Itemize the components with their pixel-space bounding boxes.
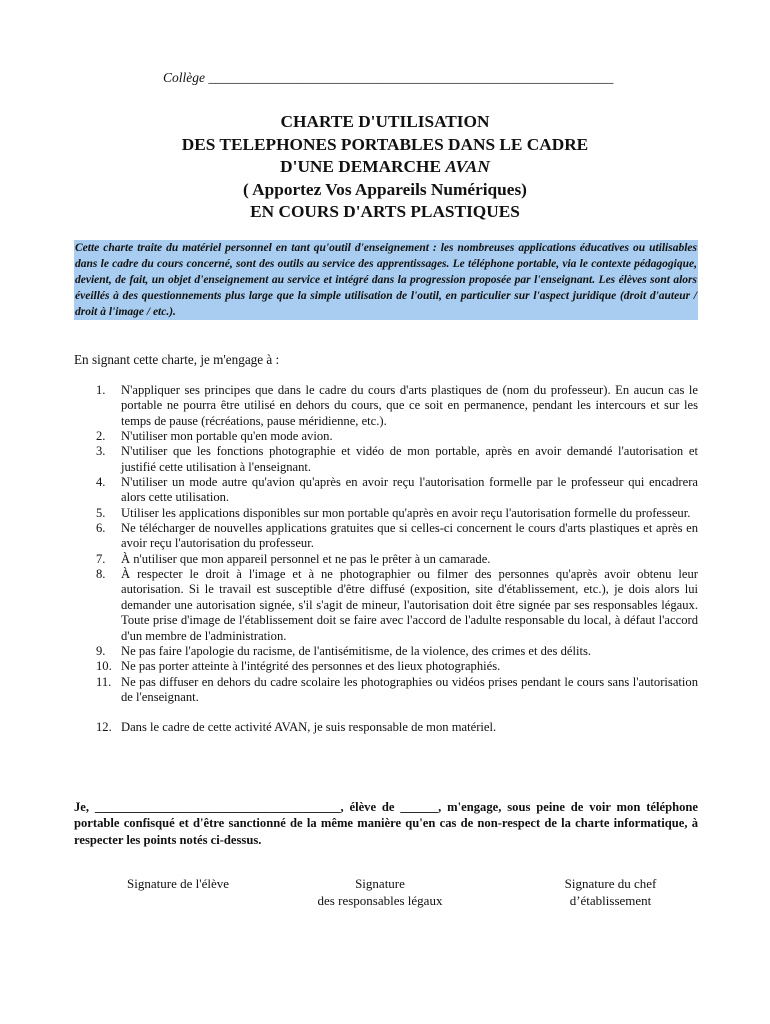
rule-text: Ne télécharger de nouvelles applications gratuites que si celles-ci concernent le cours d'arts plastiques et après en avoir reçu l'autorisation du professeur. <box>121 521 698 551</box>
rule-text: Ne pas diffuser en dehors du cadre scolaire les photographies ou vidéos prises pendant le cours sans l'autorisation de l'enseignant. <box>121 674 698 704</box>
rule-number: 3. <box>96 444 106 459</box>
rule-text: À respecter le droit à l'image et à ne photographier ou filmer des personnes qu'après avoir obtenu leur autorisation. Si le travail est susceptible d'être diffusé (exposition, site d'établissement, etc.), je dois alors lui demander une autorisation signée, s'il s'agit de mineur, l'autorisation doit être signée par ses responsables légaux. Toute prise d'image de l'établissement doit se faire avec l'accord de l'adulte responsable du local, à défaut l'accord d'un membre de l'administration. <box>121 567 698 643</box>
rule-text: N'utiliser que les fonctions photographie et vidéo de mon portable, après en avoir demandé l'autorisation et justifié cette utilisation à l'enseignant. <box>121 444 698 474</box>
document-title <box>0 111 770 224</box>
rule-text: N'utiliser mon portable qu'en mode avion. <box>121 429 333 444</box>
rule-item <box>74 567 698 644</box>
rule-text: À n'utiliser que mon appareil personnel et ne pas le prêter à un camarade. <box>121 551 491 566</box>
rule-text: Utiliser les applications disponibles sur mon portable qu'après en avoir reçu l'autorisation formelle du professeur. <box>121 505 691 520</box>
rule-item <box>74 521 698 552</box>
rule-text: Ne pas porter atteinte à l'intégrité des personnes et des lieux photographiés. <box>121 659 501 674</box>
rule-number: 4. <box>96 475 106 490</box>
signature-student-label: Signature de l'élève <box>127 876 229 891</box>
rule-item <box>74 383 698 429</box>
rule-item <box>74 506 698 521</box>
rule-number: 10. <box>96 659 112 674</box>
rule-text: Ne pas faire l'apologie du racisme, de l'antisémitisme, de la violence, des crimes et des délits. <box>121 643 592 658</box>
rule-number: 9. <box>96 643 106 658</box>
title-line-1: CHARTE D'UTILISATION <box>280 112 490 131</box>
signature-guardians-label-2: des responsables légaux <box>317 892 443 908</box>
rule-number: 11. <box>96 674 112 689</box>
rule-item <box>74 444 698 475</box>
rule-number: 12. <box>96 720 112 735</box>
rule-item <box>74 429 698 444</box>
rule-number: 1. <box>96 383 106 397</box>
rule-text: N'appliquer ses principes que dans le cadre du cours d'arts plastiques de (nom du professeur). En aucun cas le portable ne pourra être utilisé en dehors du cours, que ce soit en permanence, pendant les intercours et sur les temps de pause (récréations, pause méridienne, etc.). <box>121 383 698 428</box>
signature-student <box>108 876 248 893</box>
title-line-3 <box>0 156 770 179</box>
rule-number: 7. <box>96 551 106 566</box>
rule-item <box>74 644 698 659</box>
rule-text: Dans le cadre de cette activité AVAN, je suis responsable de mon matériel. <box>121 720 497 735</box>
title-avan-acronym: AVAN <box>445 157 490 176</box>
rule-text: N'utiliser un mode autre qu'avion qu'après en avoir reçu l'autorisation formelle par le professeur qui encadrera alors cette utilisation. <box>121 475 698 505</box>
college-blank-line: ____________________________________________________________ <box>208 70 614 85</box>
college-field <box>163 70 613 86</box>
title-line-4: ( Apportez Vos Appareils Numériques) <box>243 179 527 199</box>
title-line-2: DES TELEPHONES PORTABLES DANS LE CADRE <box>181 134 589 154</box>
rule-number: 5. <box>96 505 106 520</box>
rule-item <box>74 475 698 506</box>
signature-head <box>548 876 673 909</box>
rule-item <box>74 552 698 567</box>
rule-number: 2. <box>96 429 106 444</box>
signature-guardians-label-1: Signature <box>355 876 405 891</box>
intro-highlighted-paragraph: Cette charte traite du matériel personnel en tant qu'outil d'enseignement : les nombreuses applications éducatives ou utilisables dans le cadre du cours concerné, sont des outils au service des apprentissages. Le téléphone portable, via le contexte pédagogique, devient, de fait, un objet d'enseignement au service et intégré dans la progression proposée par l'enseignant. Les élèves sont alors éveillés à des questionnements plus large que la simple utilisation de l'outil, en particulier sur l'aspect juridique (droit d'auteur / droit à l'image / etc.). <box>74 240 698 320</box>
title-line-3-text: D'UNE DEMARCHE <box>280 157 446 176</box>
title-line-5: EN COURS D'ARTS PLASTIQUES <box>250 202 520 221</box>
signature-head-label-2: d’établissement <box>569 892 652 908</box>
rule-number: 6. <box>96 521 106 536</box>
signature-head-label-1: Signature du chef <box>564 876 657 891</box>
student-pledge: Je, _______________________________________, élève de ______, m'engage, sous peine de voir mon téléphone portable confisqué et d'être sanctionné de la même manière qu'en cas de non-respect de la charte informatique, à respecter les points notés ci-dessus. <box>74 800 698 847</box>
engagement-intro: En signant cette charte, je m'engage à : <box>74 352 280 367</box>
rule-item <box>74 675 698 706</box>
rule-item <box>74 720 698 735</box>
signature-guardians <box>300 876 460 909</box>
rule-number: 8. <box>96 567 106 582</box>
college-label: Collège <box>163 70 205 85</box>
rule-item <box>74 659 698 674</box>
rules-list <box>74 383 698 736</box>
